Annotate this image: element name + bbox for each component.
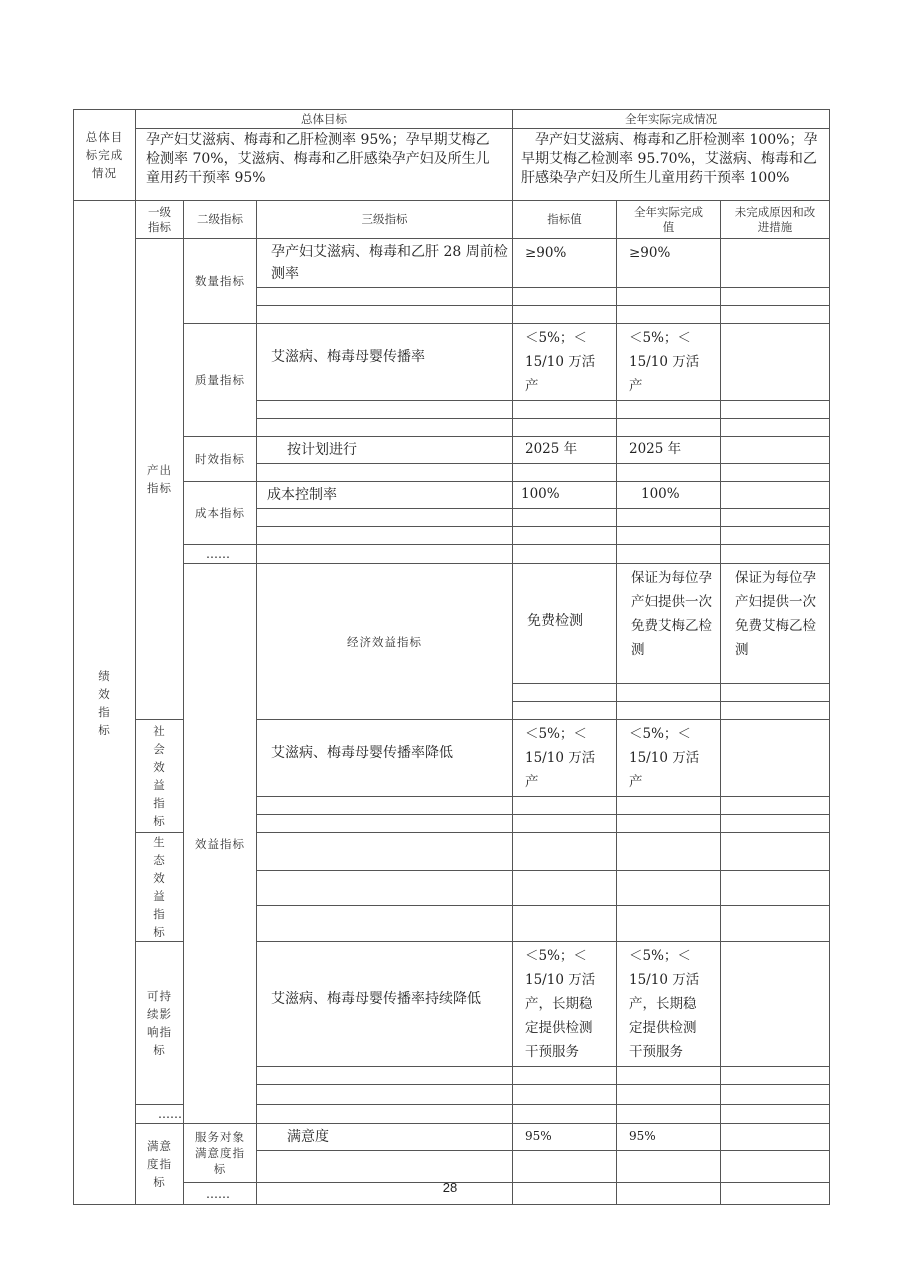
sustainable-name: 艾滋病、梅毒母婴传播率持续降低 bbox=[257, 942, 513, 1067]
cost-target: 100% bbox=[513, 482, 617, 509]
timeliness-actual: 2025 年 bbox=[617, 437, 721, 464]
quantity-actual: ≥90% bbox=[617, 239, 721, 288]
ecological-label: 生态效益指标 bbox=[136, 833, 184, 942]
goal-header: 总体目标 bbox=[136, 110, 513, 129]
quality-label: 质量指标 bbox=[184, 324, 257, 437]
quantity-name: 孕产妇艾滋病、梅毒和乙肝 28 周前检测率 bbox=[257, 239, 513, 288]
quality-actual: ＜5%；＜15/10 万活产 bbox=[617, 324, 721, 401]
sustainable-target: ＜5%；＜15/10 万活产，长期稳定提供检测干预服务 bbox=[513, 942, 617, 1067]
economic-actual: 保证为每位孕产妇提供一次免费艾梅乙检测 bbox=[721, 564, 830, 684]
cost-actual: 100% bbox=[617, 482, 721, 509]
overall-target-table bbox=[73, 109, 830, 201]
satisfaction-label: 满意度指标 bbox=[136, 1124, 184, 1205]
social-label: 社会效益指标 bbox=[136, 720, 184, 833]
social-target: ＜5%；＜15/10 万活产 bbox=[513, 720, 617, 797]
quantity-target: ≥90% bbox=[513, 239, 617, 288]
quality-target: ＜5%；＜15/10 万活产 bbox=[513, 324, 617, 401]
timeliness-label: 时效指标 bbox=[184, 437, 257, 482]
cost-label: 成本指标 bbox=[184, 482, 257, 545]
service-satisfaction-label: 服务对象满意度指标 bbox=[184, 1124, 257, 1183]
timeliness-name: 按计划进行 bbox=[257, 437, 513, 464]
actual-header: 全年实际完成情况 bbox=[513, 110, 830, 129]
timeliness-target: 2025 年 bbox=[513, 437, 617, 464]
economic-target: 保证为每位孕产妇提供一次免费艾梅乙检测 bbox=[617, 564, 721, 684]
social-actual: ＜5%；＜15/10 万活产 bbox=[617, 720, 721, 797]
actual-text: 孕产妇艾滋病、梅毒和乙肝检测率 100%；孕早期艾梅乙检测率 95.70%，艾滋病、梅毒和乙肝感染孕产妇及所生儿童用药干预率 100% bbox=[513, 129, 830, 201]
satisfaction-target: 95% bbox=[513, 1124, 617, 1151]
header-actual: 全年实际完成值 bbox=[617, 201, 721, 239]
economic-label: 经济效益指标 bbox=[257, 564, 513, 720]
quantity-label: 数量指标 bbox=[184, 239, 257, 324]
benefit-more: …… bbox=[136, 1105, 184, 1124]
header-reason: 未完成原因和改进措施 bbox=[721, 201, 830, 239]
output-label: 产出指标 bbox=[136, 239, 184, 720]
output-more: …… bbox=[184, 545, 257, 564]
sustainable-label: 可持续影响指标 bbox=[136, 942, 184, 1105]
header-target: 指标值 bbox=[513, 201, 617, 239]
satisfaction-actual: 95% bbox=[617, 1124, 721, 1151]
benefit-label: 效益指标 bbox=[184, 564, 257, 1124]
header-level2: 二级指标 bbox=[184, 201, 257, 239]
page-number: 28 bbox=[442, 1180, 458, 1195]
cost-name: 成本控制率 bbox=[257, 482, 513, 509]
header-level3: 三级指标 bbox=[257, 201, 513, 239]
performance-table bbox=[73, 200, 830, 1205]
economic-name: 免费检测 bbox=[513, 564, 617, 684]
goal-text: 孕产妇艾滋病、梅毒和乙肝检测率 95%；孕早期艾梅乙检测率 70%，艾滋病、梅毒和乙肝感染孕产妇及所生儿童用药干预率 95% bbox=[136, 129, 513, 201]
quality-name: 艾滋病、梅毒母婴传播率 bbox=[257, 324, 513, 401]
social-name: 艾滋病、梅毒母婴传播率降低 bbox=[257, 720, 513, 797]
perf-section-label: 绩效指标 bbox=[74, 201, 136, 1205]
satisfaction-more: …… bbox=[184, 1183, 257, 1205]
overall-section-label: 总体目标完成情况 bbox=[74, 110, 136, 201]
sustainable-actual: ＜5%；＜15/10 万活产，长期稳定提供检测干预服务 bbox=[617, 942, 721, 1067]
header-level1: 一级指标 bbox=[136, 201, 184, 239]
satisfaction-name: 满意度 bbox=[257, 1124, 513, 1151]
